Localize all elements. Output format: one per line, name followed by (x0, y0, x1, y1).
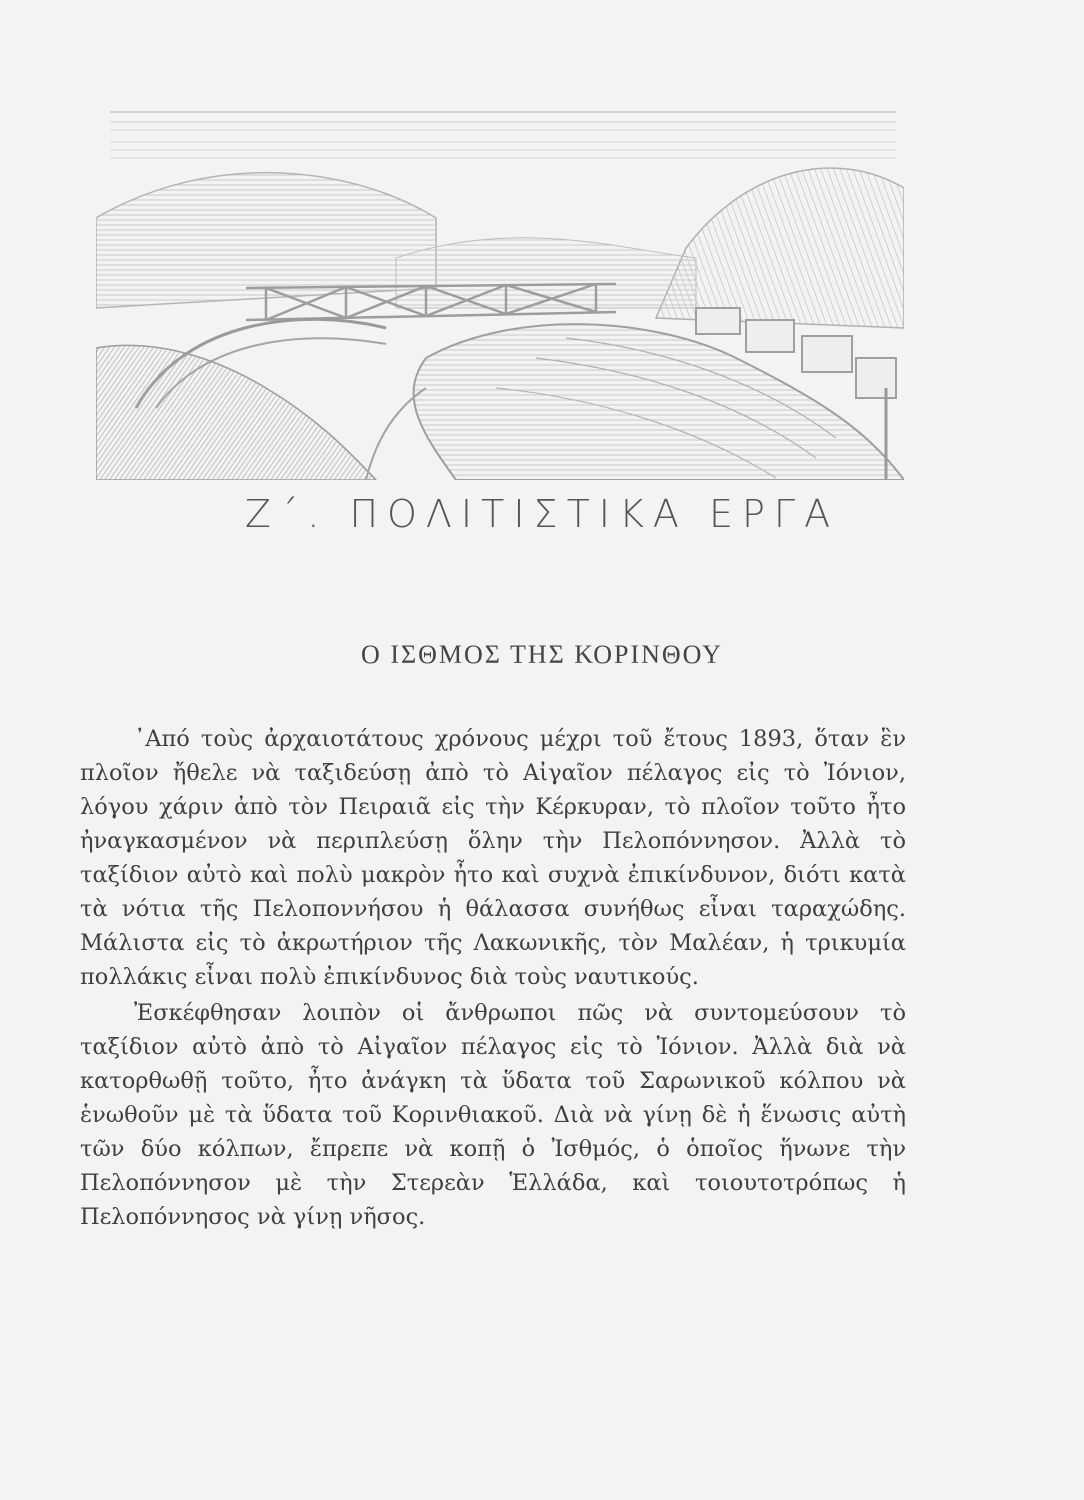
chapter-title: Ζ΄. ΠΟΛΙΤΙΣΤΙΚΑ ΕΡΓΑ (244, 492, 840, 536)
paragraph-2: Ἐσκέφθησαν λοιπὸν οἱ ἄνθρωποι πῶς νὰ συντομεύσουν τὸ ταξίδιον αὐτὸ ἀπὸ τὸ Αἰγαῖον πέλαγος εἰς τὸ Ἰόνιον. Ἀλλὰ διὰ νὰ κατορθωθῇ τοῦτο, ἦτο ἀνάγκη τὰ ὕδατα τοῦ Σαρωνικοῦ κόλπου νὰ ἑνωθοῦν μὲ τὰ ὕδατα τοῦ Κορινθιακοῦ. Διὰ νὰ γίνῃ δὲ ἡ ἕνωσις αὐτὴ τῶν δύο κόλπων, ἔπρεπε νὰ κοπῇ ὁ Ἰσθμός, ὁ ὁποῖος ἥνωνε τὴν Πελοπόννησον μὲ τὴν Στερεὰν Ἑλλάδα, καὶ τοιουτοτρόπως ἡ Πελοπόννησος νὰ γίνῃ νῆσος. (80, 1000, 906, 1230)
section-title: Ο ΙΣΘΜΟΣ ΤΗΣ ΚΟΡΙΝΘΟΥ (361, 640, 723, 669)
isthmus-bridge-engraving (96, 108, 904, 480)
paragraph-1: ᾿Από τοὺς ἀρχαιοτάτους χρόνους μέχρι τοῦ ἔτους 1893, ὅταν ἓν πλοῖον ἤθελε νὰ ταξιδεύσῃ ἀπὸ τὸ Αἰγαῖον πέλαγος εἰς τὸ Ἰόνιον, λόγου χάριν ἀπὸ τὸν Πειραιᾶ εἰς τὴν Κέρκυραν, τὸ πλοῖον τοῦτο ἦτο ἠναγκασμένον νὰ περιπλεύσῃ ὅλην τὴν Πελοπόννησον. Ἀλλὰ τὸ ταξίδιον αὐτὸ καὶ πολὺ μακρὸν ἦτο καὶ συχνὰ ἐπικίνδυνον, διότι κατὰ τὰ νότια τῆς Πελοποννήσου ἡ θάλασσα συνήθως εἶναι ταραχώδης. Μάλιστα εἰς τὸ ἀκρωτήριον τῆς Λακωνικῆς, τὸν Μαλέαν, ἡ τρικυμία πολλάκις εἶναι πολὺ ἐπικίνδυνος διὰ τοὺς ναυτικούς. (80, 726, 906, 990)
body-text (80, 722, 906, 1234)
